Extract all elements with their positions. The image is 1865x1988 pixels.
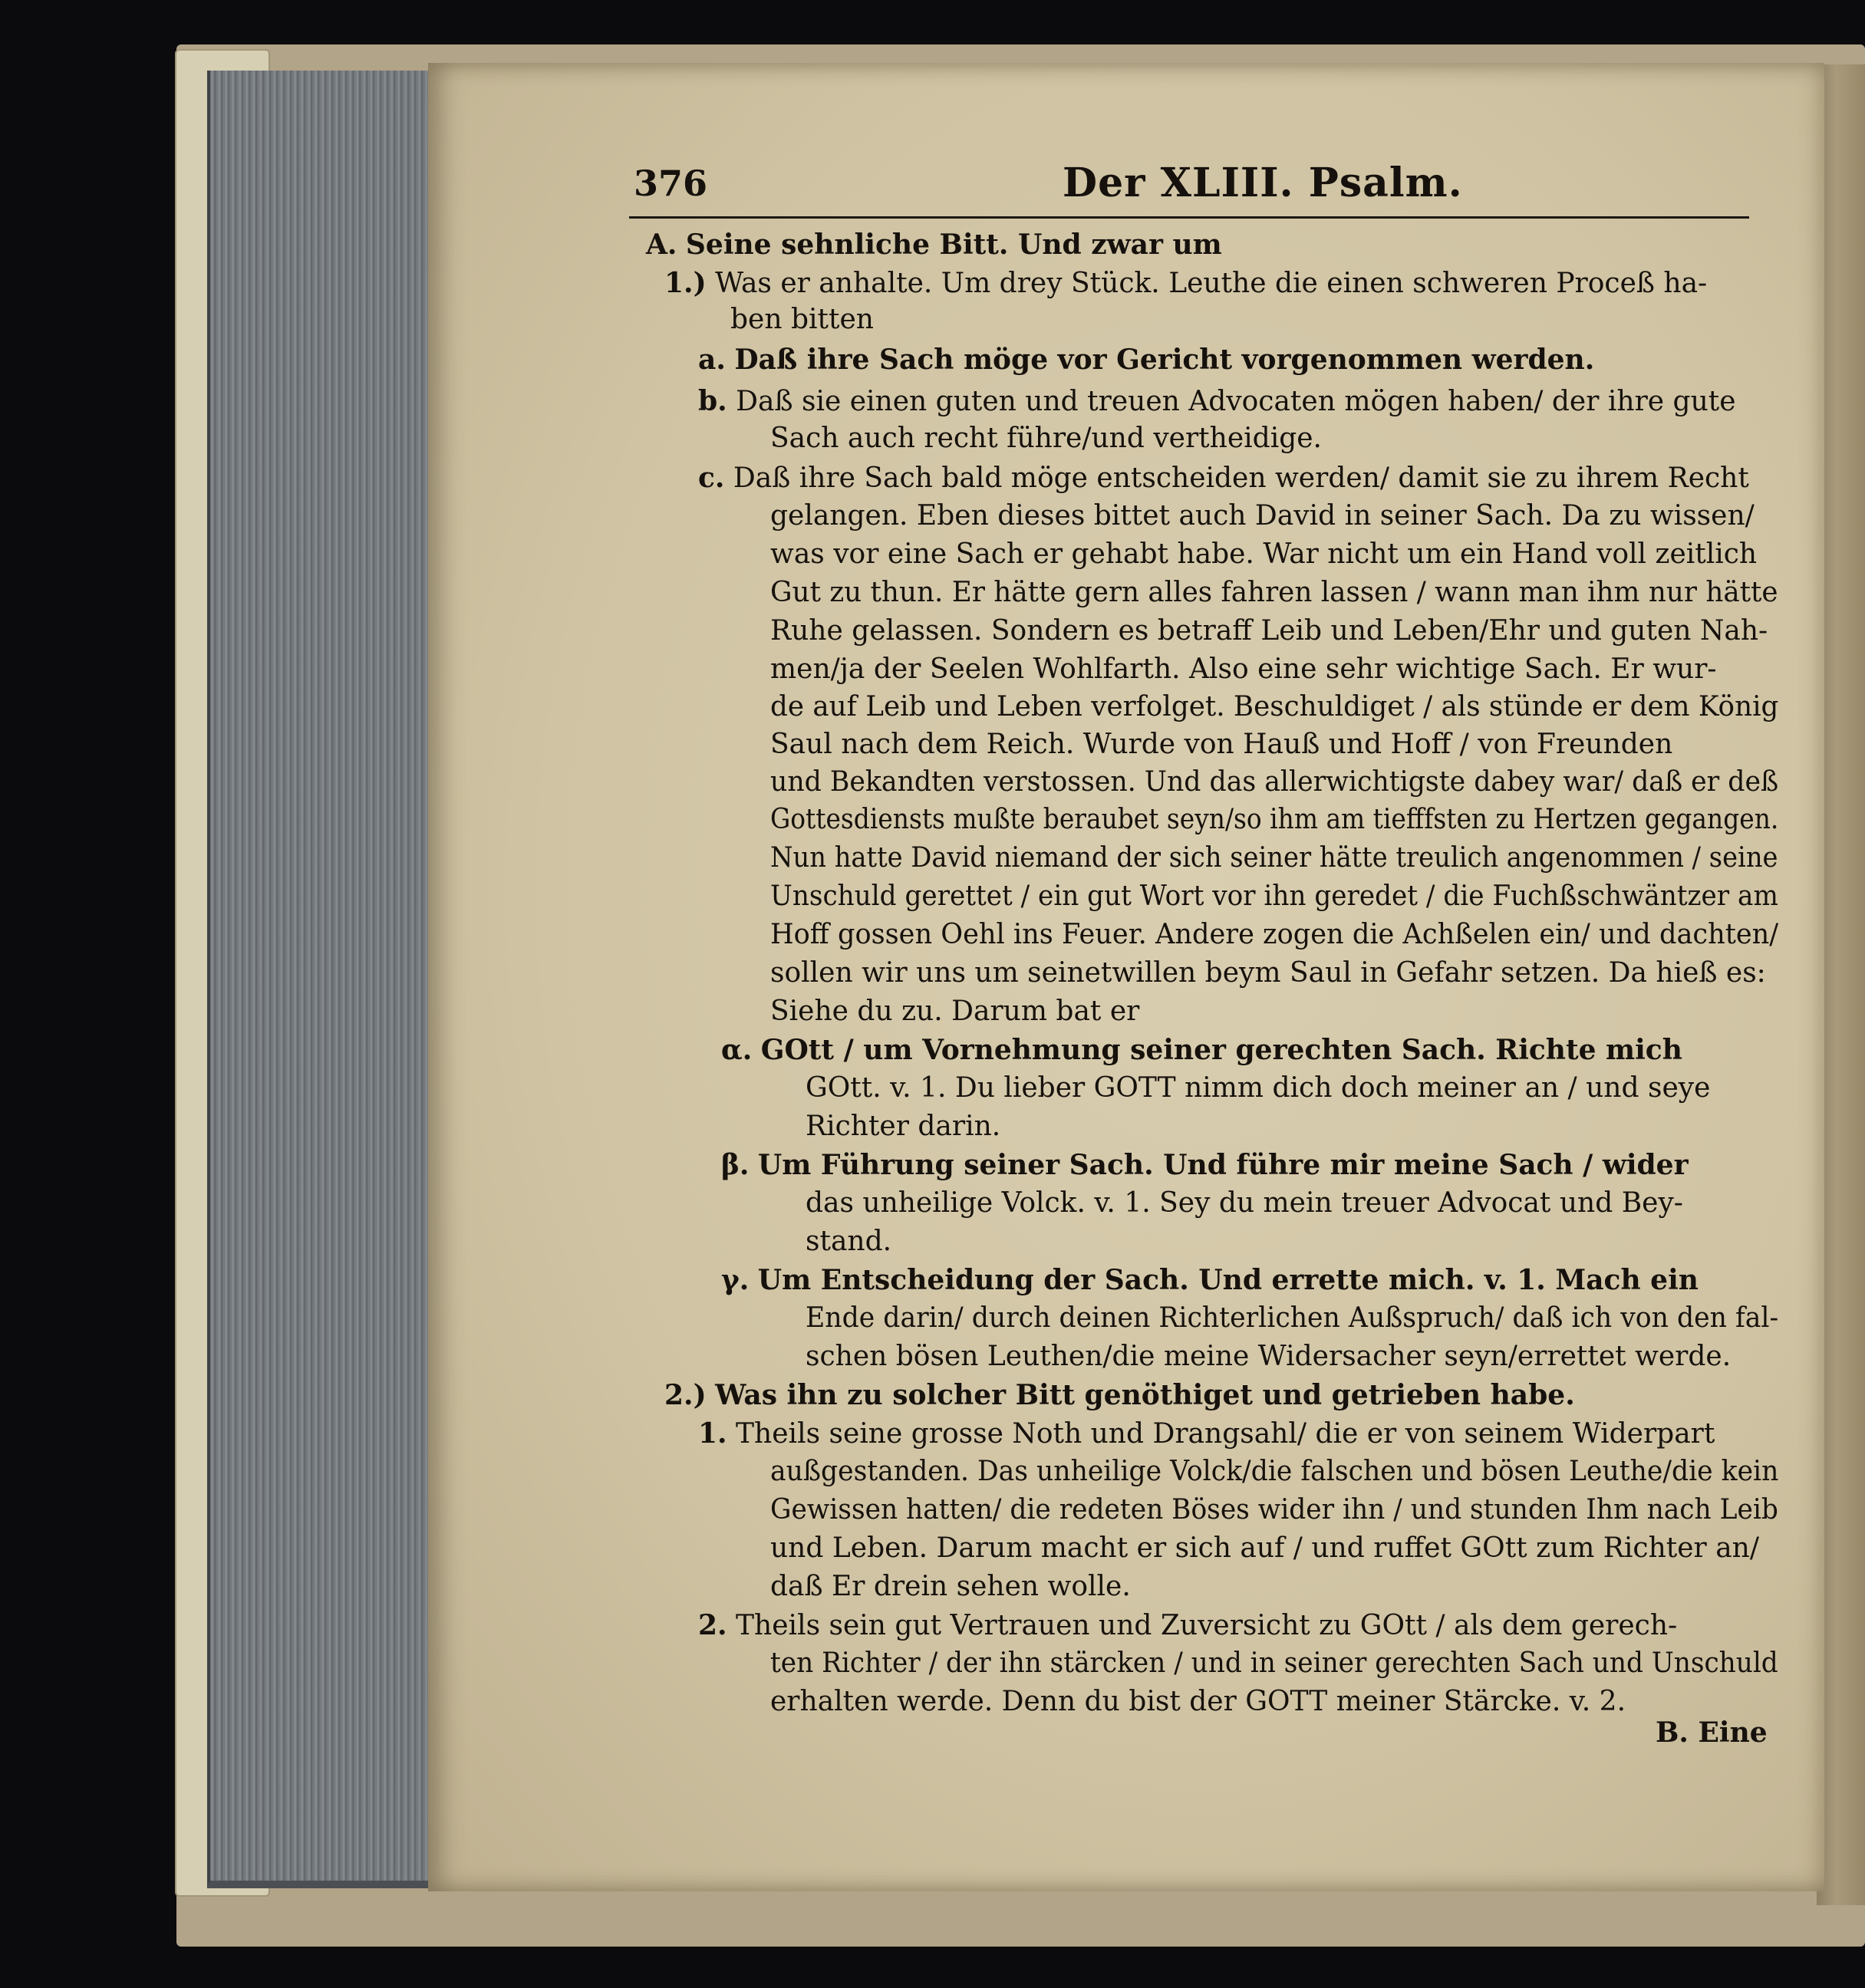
text-line: und Leben. Darum macht er sich auf / und ruffet GOtt zum Richter an/ [770, 1532, 1759, 1564]
text-line: was vor eine Sach er gehabt habe. War nicht um ein Hand voll zeitlich [770, 538, 1758, 570]
text-line: Sach auch recht führe/und vertheidige. [770, 423, 1322, 454]
text-line: 2. Theils sein gut Vertrauen und Zuversicht zu GOtt / als dem gerech- [698, 1609, 1678, 1641]
text-line: stand. [806, 1226, 892, 1257]
text-line: und Bekandten verstossen. Und das allerwichtigste dabey war/ daß er deß [770, 766, 1779, 798]
text-line: 1.) Was er anhalte. Um drey Stück. Leuthe die einen schweren Proceß ha- [664, 267, 1708, 299]
text-line: 1. Theils seine grosse Noth und Drangsahl/ die er von seinem Widerpart [698, 1417, 1715, 1450]
text-line: erhalten werde. Denn du bist der GOTT meiner Stärcke. v. 2. [770, 1686, 1626, 1717]
page-block-edges [207, 71, 434, 1888]
text-line: 2.) Was ihn zu solcher Bitt genöthiget und getrieben habe. [664, 1379, 1575, 1411]
text-line: das unheilige Volck. v. 1. Sey du mein treuer Advocat und Bey- [806, 1187, 1683, 1219]
text-line: Nun hatte David niemand der sich seiner hätte treulich angenommen / seine [770, 842, 1778, 874]
text-line: β. Um Führung seiner Sach. Und führe mir meine Sach / wider [721, 1149, 1689, 1181]
text-line: a. Daß ihre Sach möge vor Gericht vorgenommen werden. [698, 344, 1595, 376]
text-line: Saul nach dem Reich. Wurde von Hauß und Hoff / von Freunden [770, 729, 1673, 760]
text-line: gelangen. Eben dieses bittet auch David in seiner Sach. Da zu wissen/ [770, 500, 1755, 532]
text-line: daß Er drein sehen wolle. [770, 1571, 1131, 1602]
text-line: Gewissen hatten/ die redeten Böses wider ihn / und stunden Ihm nach Leib [770, 1494, 1778, 1526]
page-number: 376 [634, 163, 708, 204]
text-line: außgestanden. Das unheilige Volck/die falschen und bösen Leuthe/die kein [770, 1456, 1779, 1487]
text-line: b. Daß sie einen guten und treuen Advocaten mögen haben/ der ihre gute [698, 385, 1736, 417]
text-line: A. Seine sehnliche Bitt. Und zwar um [646, 229, 1222, 261]
text-line: Ende darin/ durch deinen Richterlichen Außspruch/ daß ich von den fal- [806, 1302, 1779, 1334]
text-line: ten Richter / der ihn stärcken / und in seiner gerechten Sach und Unschuld [770, 1647, 1778, 1679]
text-line: c. Daß ihre Sach bald möge entscheiden werden/ damit sie zu ihrem Recht [698, 462, 1749, 494]
text-line: de auf Leib und Leben verfolget. Beschuldiget / als stünde er dem König [770, 691, 1779, 722]
text-line: schen bösen Leuthen/die meine Widersacher seyn/errettet werde. [806, 1341, 1732, 1372]
header-rule [629, 216, 1749, 219]
text-line: γ. Um Entscheidung der Sach. Und errette mich. v. 1. Mach ein [721, 1264, 1699, 1296]
text-line: GOtt. v. 1. Du lieber GOTT nimm dich doch meiner an / und seye [806, 1072, 1711, 1104]
text-line: Siehe du zu. Darum bat er [770, 996, 1140, 1027]
text-line: Gottesdiensts mußte beraubet seyn/so ihm am tiefffsten zu Hertzen gegangen. [770, 804, 1779, 835]
text-line: men/ja der Seelen Wohlfarth. Also eine sehr wichtige Sach. Er wur- [770, 653, 1717, 685]
text-line: Ruhe gelassen. Sondern es betraff Leib und Leben/Ehr und guten Nah- [770, 615, 1768, 647]
text-line: Unschuld gerettet / ein gut Wort vor ihn geredet / die Fuchßschwäntzer am [770, 880, 1778, 912]
text-line: Gut zu thun. Er hätte gern alles fahren lassen / wann man ihm nur hätte [770, 577, 1778, 608]
text-line: sollen wir uns um seinetwillen beym Saul in Gefahr setzen. Da hieß es: [770, 957, 1766, 989]
running-head: Der XLIII. Psalm. [1063, 160, 1463, 206]
text-line: Richter darin. [806, 1111, 1001, 1142]
text-line: Hoff gossen Oehl ins Feuer. Andere zogen die Achßelen ein/ und dachten/ [770, 919, 1779, 950]
catchword: B. Eine [1656, 1716, 1768, 1749]
text-line: α. GOtt / um Vornehmung seiner gerechten Sach. Richte mich [721, 1034, 1682, 1066]
text-line: ben bitten [730, 304, 874, 335]
